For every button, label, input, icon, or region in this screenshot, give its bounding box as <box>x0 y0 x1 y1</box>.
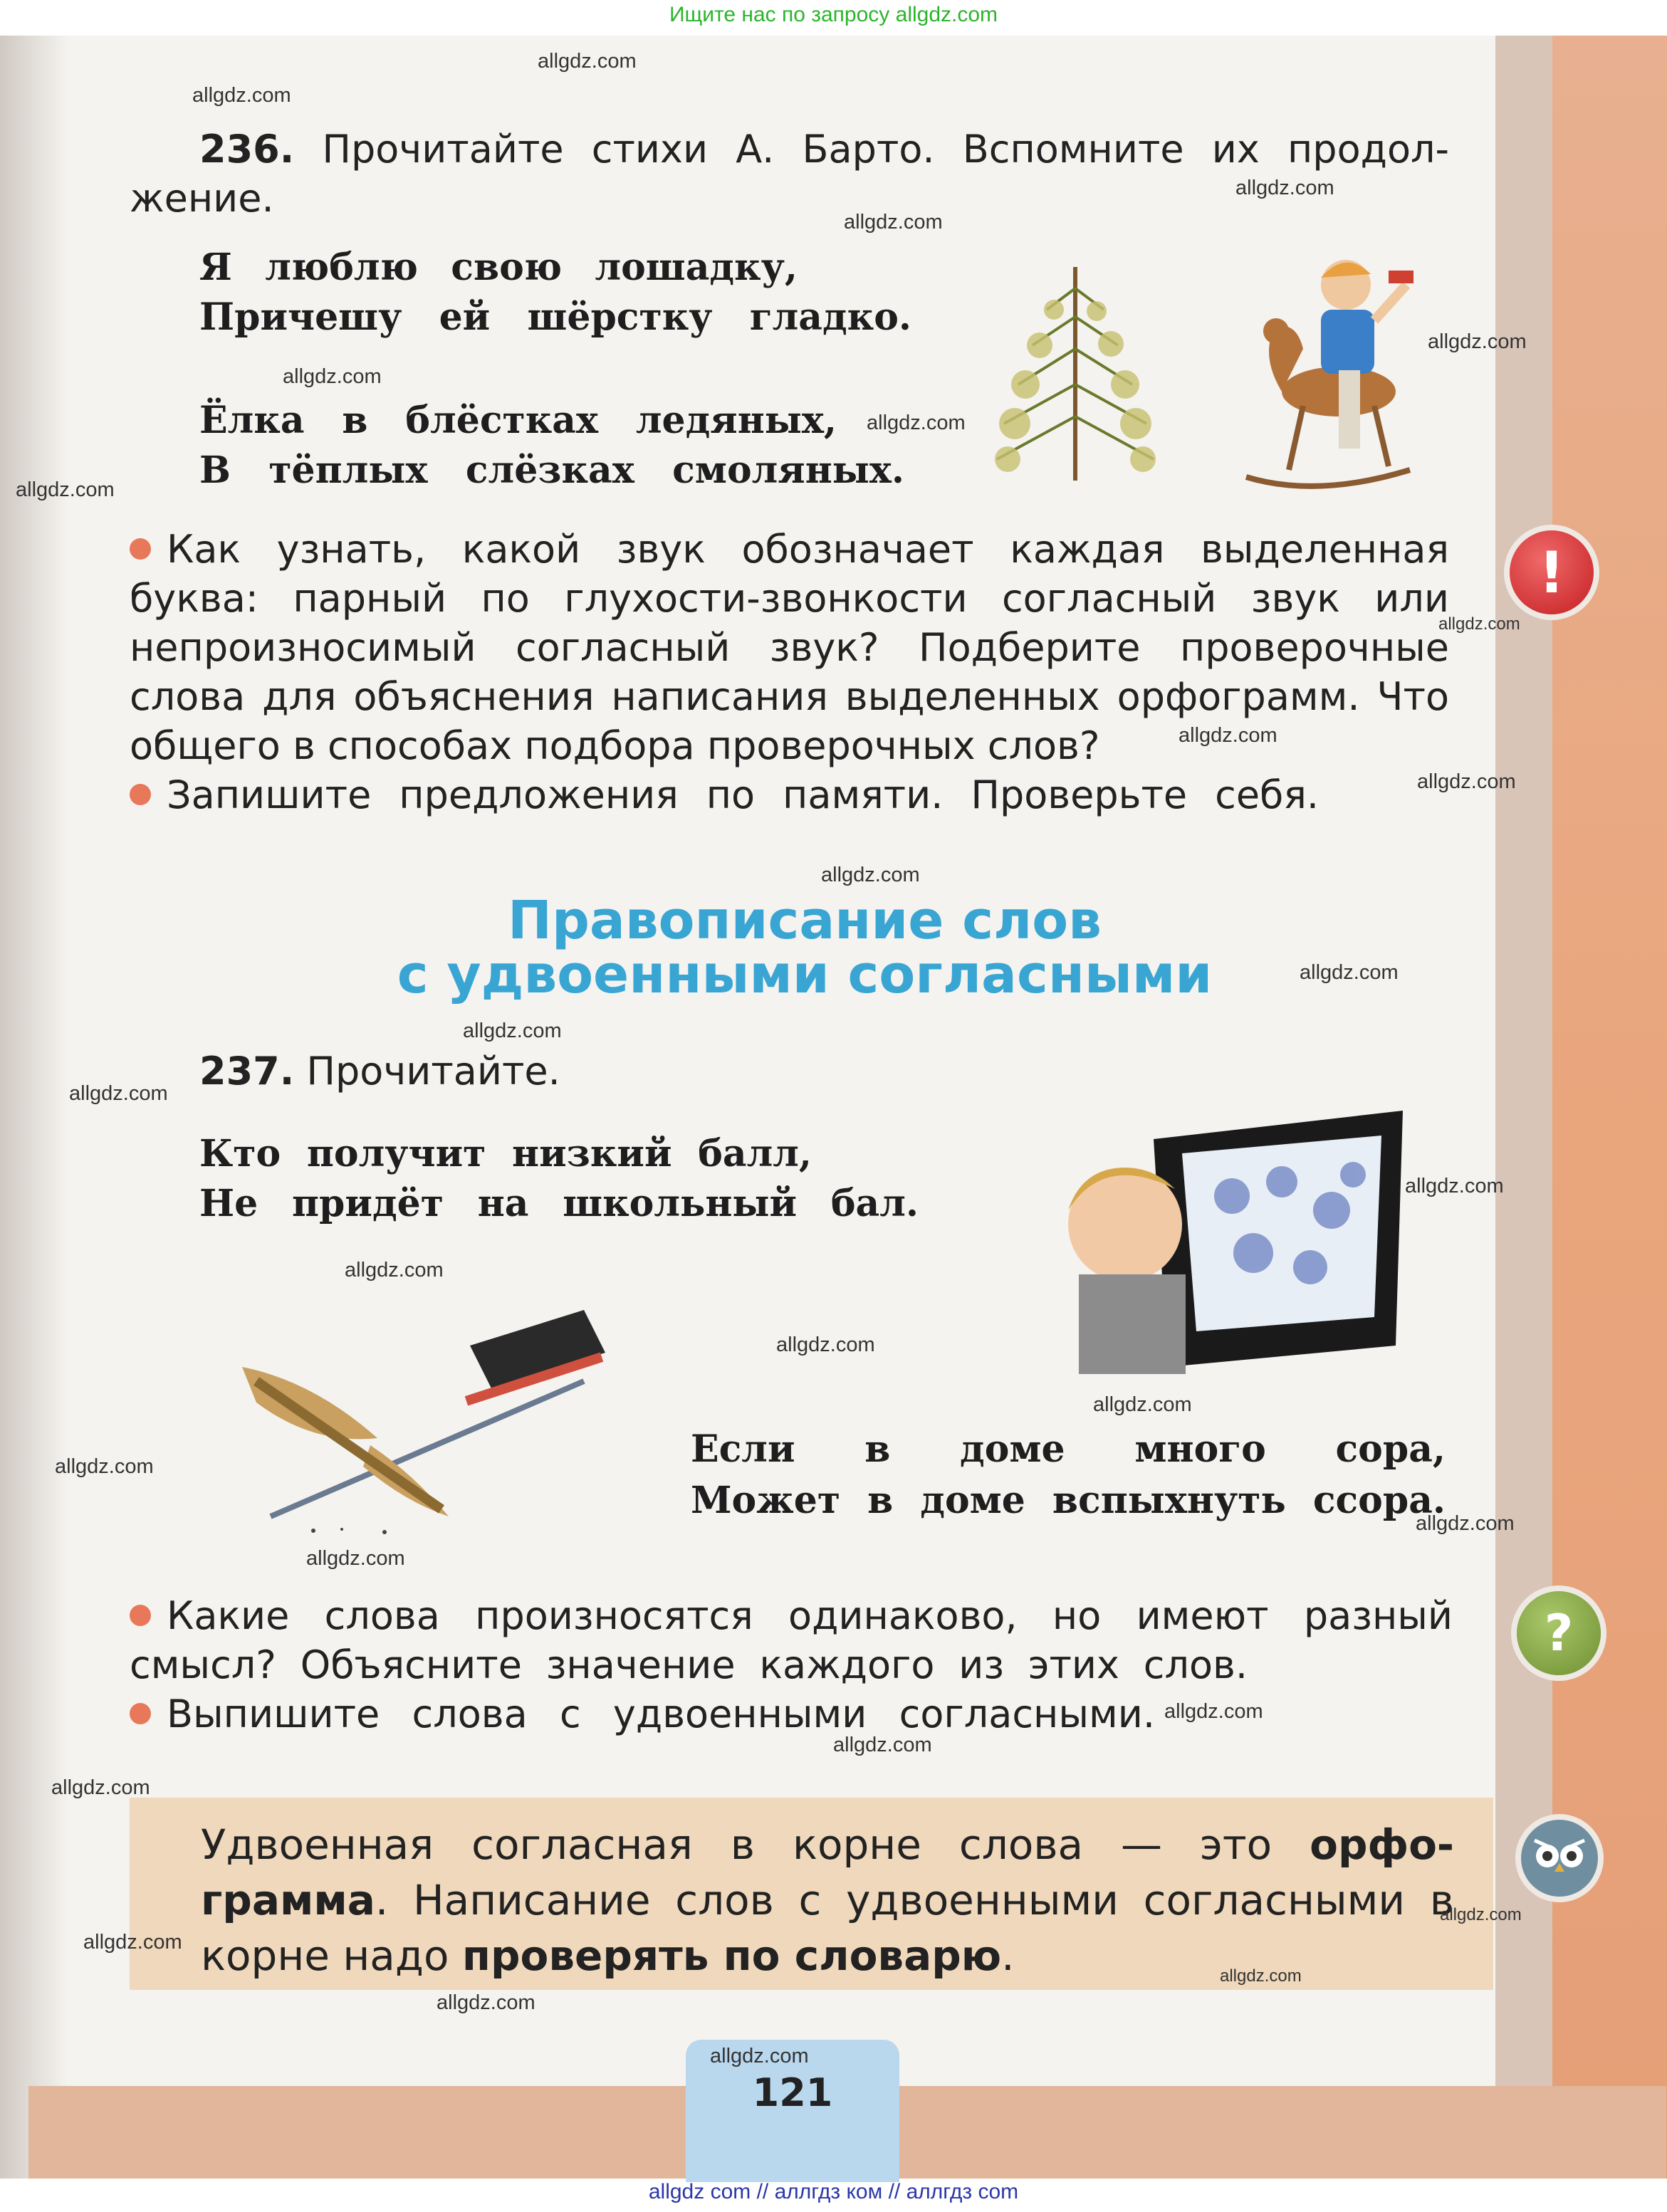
promo-link[interactable]: Ищите нас по запросу allgdz.com <box>669 3 998 26</box>
poem-line: Не придёт на школьный бал. <box>199 1182 919 1225</box>
poem-line: Если в доме много сора, <box>691 1427 1446 1471</box>
watermark: allgdz.com <box>1093 1393 1192 1416</box>
watermark: allgdz.com <box>1179 724 1277 747</box>
watermark: allgdz.com <box>463 1019 562 1042</box>
exercise-236-instruction-cont: жение. <box>130 176 274 221</box>
task-line: Какие слова произносятся одинаково, но имеют разный <box>167 1593 1453 1638</box>
bullet-icon <box>130 1605 151 1626</box>
watermark: allgdz.com <box>1164 1700 1263 1723</box>
watermark: allgdz.com <box>1405 1175 1504 1197</box>
poem-line: В тёплых слёзках смоляных. <box>199 449 904 492</box>
watermark: allgdz.com <box>1428 330 1527 353</box>
task-line: Как узнать, какой звук обозначает каждая выделенная <box>167 527 1449 572</box>
question-icon: ? <box>1517 1591 1601 1675</box>
task-line: слова для объяснения написания выделенных орфограмм. Что <box>130 674 1449 719</box>
rule-part: . Написание слов с удвоенными согласными в корне надо <box>201 1876 1454 1980</box>
broom-and-brush-illustration <box>228 1303 627 1538</box>
rule-term: орфо-грамма <box>201 1820 1454 1924</box>
poem-line: Может в доме вспыхнуть ссора. <box>691 1479 1446 1522</box>
poem-line: Я люблю свою лошадку, <box>199 246 798 289</box>
watermark: allgdz.com <box>16 478 115 501</box>
task-line: Выпишите слова с удвоенными согласными. <box>167 1692 1155 1736</box>
fir-tree-illustration <box>976 260 1175 488</box>
poem-line: Кто получит низкий балл, <box>199 1132 812 1175</box>
boy-rocking-horse-illustration <box>1232 242 1417 498</box>
watermark: allgdz.com <box>833 1734 932 1756</box>
exercise-237-task-1 <box>130 1591 1453 1689</box>
task-line: общего в способах подбора проверочных слов? <box>130 723 1100 768</box>
watermark: allgdz.com <box>51 1776 150 1799</box>
watermark: allgdz.com <box>844 211 943 234</box>
section-title <box>342 890 1268 1005</box>
exclamation-icon: ! <box>1510 530 1594 614</box>
watermark: allgdz.com <box>192 84 291 107</box>
section-title-line: Правописание слов <box>508 890 1102 951</box>
exercise-236-task-2 <box>130 770 1319 819</box>
poem-line: Причешу ей шёрстку гладко. <box>199 295 911 339</box>
watermark: allgdz.com <box>55 1455 154 1478</box>
watermark: allgdz.com <box>83 1931 182 1954</box>
rule-part: . <box>1001 1931 1015 1980</box>
watermark: allgdz.com <box>1417 770 1516 793</box>
rule-part: Удвоенная согласная в корне слова — это <box>201 1820 1310 1869</box>
footer-links[interactable]: allgdz com // аллгдз ком // аллгдз com <box>648 2180 1019 2203</box>
task-line: смысл? Объясните значение каждого из этих слов. <box>130 1642 1248 1687</box>
instruction-line: Прочитайте стихи А. Барто. Вспомните их продол- <box>322 127 1449 172</box>
bullet-icon <box>130 1703 151 1724</box>
watermark: allgdz.com <box>710 2045 809 2067</box>
task-line: буква: парный по глухости-звонкости согласный звук или <box>130 576 1449 621</box>
watermark: allgdz.com <box>776 1333 875 1356</box>
watermark: allgdz.com <box>1440 1905 1522 1924</box>
task-line: Запишите предложения по памяти. Проверьте себя. <box>167 772 1319 817</box>
watermark: allgdz.com <box>283 365 382 388</box>
page-binding-shadow <box>0 36 68 2179</box>
exercise-236-instruction <box>199 125 1449 174</box>
boy-at-window-illustration <box>1040 1111 1410 1374</box>
section-title-line: с удвоенными согласными <box>397 944 1213 1005</box>
rule-text <box>201 1817 1454 1983</box>
watermark: allgdz.com <box>69 1082 168 1105</box>
owl-icon <box>1513 1812 1606 1904</box>
poem-line: Ёлка в блёстках ледяных, <box>199 399 837 442</box>
watermark: allgdz.com <box>1235 177 1334 199</box>
rule-term: проверять по словарю <box>461 1931 1002 1980</box>
watermark: allgdz.com <box>1438 614 1520 634</box>
watermark: allgdz.com <box>1300 961 1399 984</box>
exercise-237-number: 237. <box>199 1049 295 1094</box>
page-number: 121 <box>752 2070 833 2115</box>
watermark: allgdz.com <box>437 1991 535 2014</box>
instruction-text: Прочитайте. <box>306 1049 560 1094</box>
exercise-236-number: 236. <box>199 127 295 172</box>
bullet-icon <box>130 538 151 560</box>
watermark: allgdz.com <box>821 864 920 886</box>
watermark: allgdz.com <box>1416 1512 1515 1535</box>
exercise-237-task-2 <box>130 1689 1155 1739</box>
watermark: allgdz.com <box>306 1547 405 1570</box>
bullet-icon <box>130 784 151 805</box>
watermark: allgdz.com <box>345 1259 444 1281</box>
watermark: allgdz.com <box>1220 1966 1302 1986</box>
exercise-237-instruction <box>199 1047 840 1096</box>
watermark: allgdz.com <box>538 50 637 73</box>
watermark: allgdz.com <box>867 412 966 434</box>
task-line: непроизносимый согласный звук? Подберите проверочные <box>130 625 1449 670</box>
